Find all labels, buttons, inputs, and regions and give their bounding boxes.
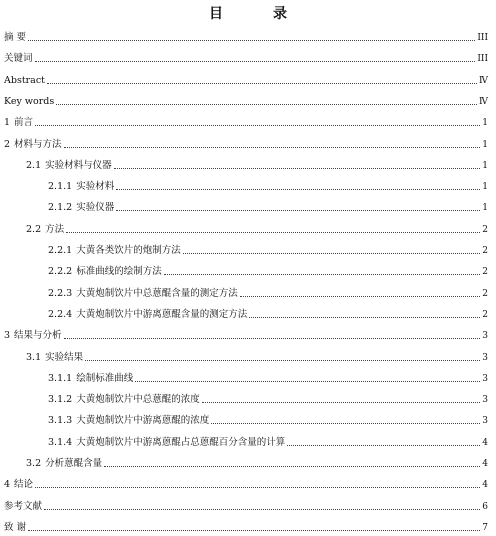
- toc-entry-number: 2.2: [26, 223, 42, 235]
- toc-entry-number: 2.2.3: [48, 287, 73, 299]
- toc-entry-label: [26, 458, 102, 470]
- toc-leader-dots: [47, 83, 477, 84]
- toc-leader-dots: [44, 509, 480, 510]
- toc-entry-label: [4, 75, 45, 87]
- toc-entry-label: [48, 288, 238, 300]
- toc-entry[interactable]: [4, 51, 488, 65]
- toc-leader-dots: [164, 274, 481, 275]
- toc-entry-text: 实验材料: [76, 181, 115, 193]
- toc-entry-page-number: 2: [482, 224, 488, 235]
- toc-leader-dots: [116, 189, 480, 190]
- toc-entry-page-number: 4: [482, 480, 488, 491]
- toc-entry-page-number: 3: [482, 331, 488, 342]
- toc-entry-page-number: 2: [482, 288, 488, 299]
- toc-leader-dots: [28, 40, 475, 41]
- toc-entry[interactable]: [4, 477, 488, 491]
- toc-entry-text: 参考文献: [4, 500, 43, 512]
- toc-entry-text: 材料与方法: [14, 138, 62, 150]
- toc-entry-page-number: Ⅳ: [479, 96, 488, 107]
- toc-entry-number: 3.1.2: [48, 394, 73, 406]
- toc-entry[interactable]: [26, 350, 488, 364]
- toc-leader-dots: [211, 423, 480, 424]
- toc-entry[interactable]: [48, 179, 488, 193]
- toc-entry-number: 3.1.1: [48, 372, 73, 384]
- toc-entry-page-number: 2: [482, 309, 488, 320]
- toc-leader-dots: [66, 232, 480, 233]
- toc-entry-text: 大黄炮制饮片中总蒽醌含量的测定方法: [76, 287, 238, 299]
- toc-entry[interactable]: [4, 30, 488, 44]
- toc-entry-page-number: III: [477, 54, 488, 65]
- toc-entry-label: [4, 53, 33, 65]
- toc-entry-text: Key words: [4, 95, 55, 107]
- toc-entry-number: 2.1.2: [48, 202, 73, 214]
- toc-entry-page-number: 3: [482, 352, 488, 363]
- toc-entry-page-number: 4: [482, 437, 488, 448]
- toc-entry-text: 关键词: [4, 53, 33, 65]
- toc-entry-label: [4, 479, 33, 491]
- toc-entry-label: [48, 415, 209, 427]
- toc-entry-text: 大黄炮制饮片中游离蒽醌占总蒽醌百分含量的计算: [76, 436, 286, 448]
- toc-entry-page-number: III: [477, 33, 488, 43]
- toc-entry[interactable]: [4, 499, 488, 513]
- toc-entry-label: [48, 373, 133, 385]
- toc-entry-label: [4, 330, 62, 342]
- toc-entry-page-number: 1: [482, 182, 488, 193]
- toc-entry-text: 大黄炮制饮片中游离蒽醌含量的测定方法: [76, 308, 248, 320]
- toc-entry-page-number: 2: [482, 246, 488, 256]
- toc-leader-dots: [85, 360, 480, 361]
- toc-entry-text: 标准曲线的绘制方法: [76, 266, 162, 278]
- toc-entry-label: [26, 352, 83, 364]
- toc-entry[interactable]: [26, 222, 488, 236]
- toc-entry-page-number: 3: [482, 416, 488, 427]
- toc-entry-label: [48, 394, 200, 406]
- toc-entry-text: 结果与分析: [14, 330, 62, 342]
- toc-entry-page-number: 1: [482, 118, 488, 129]
- toc-entry-label: [4, 501, 42, 513]
- toc-entry-number: 3.1.4: [48, 436, 73, 448]
- toc-entry-page-number: 1: [482, 160, 488, 171]
- toc-entry-page-number: 3: [482, 373, 488, 384]
- toc-entry[interactable]: [26, 158, 488, 172]
- toc-entry[interactable]: [4, 73, 488, 87]
- toc-entry-label: [26, 160, 112, 172]
- toc-entry-number: 2: [4, 138, 11, 150]
- toc-entry-number: 4: [4, 479, 11, 491]
- toc-leader-dots: [28, 530, 480, 531]
- toc-entry-page-number: 3: [482, 395, 488, 406]
- toc-entry[interactable]: [4, 137, 488, 151]
- toc-entry-text: 大黄炮制饮片中总蒽醌的浓度: [76, 394, 200, 406]
- toc-entry[interactable]: [48, 200, 488, 214]
- toc-entry[interactable]: [48, 264, 488, 278]
- toc-entry[interactable]: [26, 456, 488, 470]
- toc-leader-dots: [135, 381, 480, 382]
- toc-leader-dots: [35, 487, 480, 488]
- toc-leader-dots: [249, 317, 480, 318]
- toc-title: 目 录: [209, 6, 305, 22]
- toc-entry-text: 实验材料与仪器: [45, 159, 112, 171]
- toc-entry[interactable]: [48, 435, 488, 449]
- toc-entry-number: 3.1.3: [48, 415, 73, 427]
- toc-leader-dots: [287, 445, 480, 446]
- toc-leader-dots: [240, 296, 481, 297]
- toc-entry-page-number: 1: [482, 203, 488, 214]
- toc-entry[interactable]: [4, 94, 488, 108]
- toc-entry-label: [48, 181, 114, 193]
- toc-entry[interactable]: [4, 115, 488, 129]
- toc-entry-number: 2.2.1: [48, 245, 73, 256]
- toc-leader-dots: [64, 338, 481, 339]
- toc-leader-dots: [64, 147, 481, 148]
- toc-entry[interactable]: [4, 328, 488, 342]
- toc-entry-page-number: 7: [482, 522, 488, 533]
- toc-entry-text: Abstract: [4, 74, 45, 86]
- toc-leader-dots: [183, 253, 481, 254]
- toc-entry-text: 大黄各类饮片的炮制方法: [76, 245, 181, 256]
- toc-entry-label: [4, 96, 54, 108]
- toc-entry-text: 实验结果: [45, 351, 84, 363]
- toc-entry-page-number: 1: [482, 139, 488, 150]
- toc-leader-dots: [116, 210, 480, 211]
- toc-entry-text: 致 谢: [4, 521, 27, 533]
- toc-entry-label: [26, 224, 64, 236]
- toc-entry-text: 摘 要: [4, 32, 27, 43]
- toc-entry-label: [4, 32, 26, 44]
- toc-entry[interactable]: [48, 243, 488, 257]
- toc-leader-dots: [35, 125, 480, 126]
- toc-entry-number: 3.1: [26, 351, 42, 363]
- toc-entry-number: 2.1.1: [48, 181, 73, 193]
- toc-entry-number: 3.2: [26, 458, 42, 469]
- toc-leader-dots: [104, 466, 480, 467]
- toc-entry[interactable]: [48, 392, 488, 406]
- toc-entry-text: 分析蒽醌含量: [45, 458, 103, 469]
- toc-entry-number: 2.1: [26, 159, 42, 171]
- toc-entry-page-number: 6: [482, 501, 488, 512]
- toc-entry-text: 实验仪器: [76, 202, 115, 214]
- toc-entry[interactable]: [48, 286, 488, 300]
- toc-entry[interactable]: [48, 413, 488, 427]
- toc-entry[interactable]: [48, 307, 488, 321]
- toc-entry-label: [4, 522, 26, 534]
- toc-entry-text: 方法: [45, 223, 65, 235]
- toc-leader-dots: [114, 168, 481, 169]
- toc-entry-text: 前言: [14, 117, 34, 129]
- toc-entry-text: 绘制标准曲线: [76, 372, 134, 384]
- toc-entry[interactable]: [4, 520, 488, 534]
- toc-entry-number: 2.2.4: [48, 308, 73, 320]
- toc-leader-dots: [35, 61, 476, 62]
- toc-entry-label: [48, 309, 247, 321]
- toc-entry-text: 大黄炮制饮片中游离蒽醌的浓度: [76, 415, 210, 427]
- toc-entry-page-number: 4: [482, 459, 488, 469]
- toc-entry-label: [48, 266, 162, 278]
- toc-leader-dots: [56, 104, 477, 105]
- toc-entry-number: 1: [4, 117, 11, 129]
- toc-entry-page-number: Ⅳ: [479, 75, 488, 86]
- toc-entry-label: [4, 117, 33, 129]
- toc-entry[interactable]: [48, 371, 488, 385]
- toc-leader-dots: [202, 402, 481, 403]
- toc-entry-label: [4, 139, 62, 151]
- toc-entry-number: 2.2.2: [48, 266, 73, 278]
- toc-entry-label: [48, 437, 285, 449]
- toc-entry-label: [48, 245, 181, 257]
- toc-entry-label: [48, 202, 114, 214]
- toc-entry-number: 3: [4, 330, 11, 342]
- toc-entry-text: 结论: [14, 479, 34, 491]
- toc-entry-page-number: 2: [482, 267, 488, 278]
